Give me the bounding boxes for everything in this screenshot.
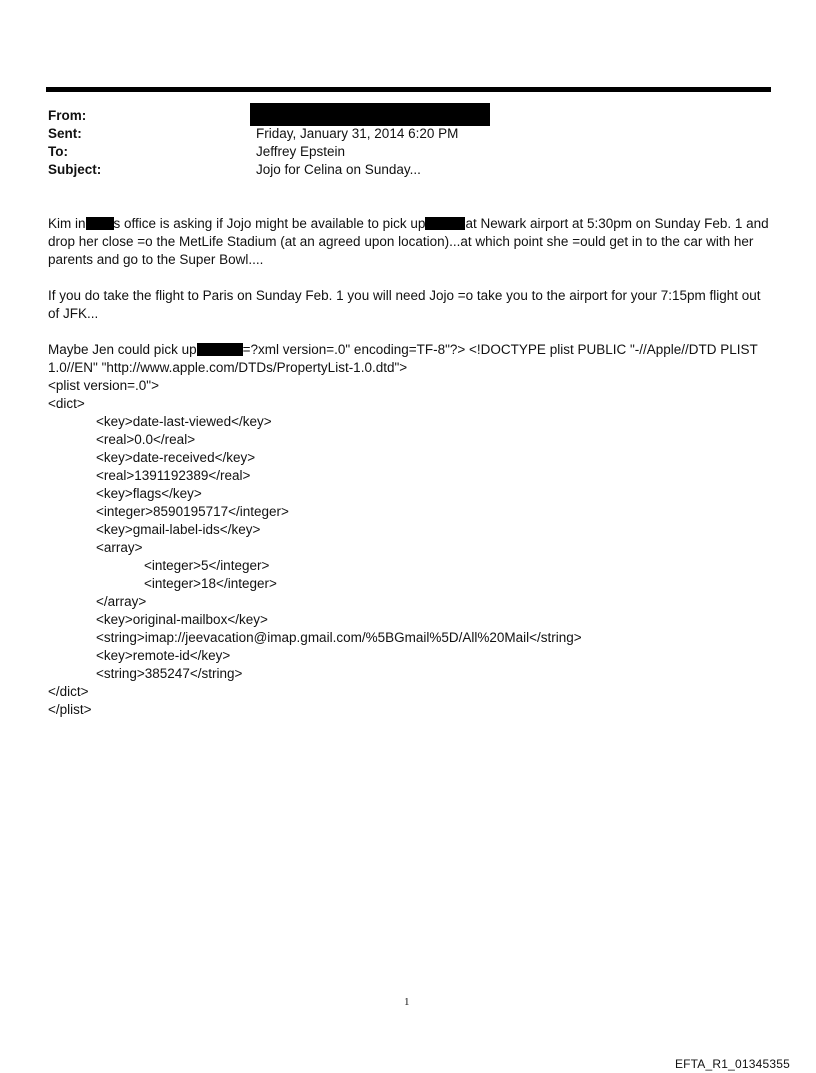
xml-line: </plist>	[48, 702, 92, 717]
xml-line: <key>date-last-viewed</key>	[96, 414, 272, 429]
bates-number: EFTA_R1_01345355	[674, 1057, 790, 1071]
xml-line: <integer>18</integer>	[144, 576, 277, 591]
redaction-3	[197, 343, 243, 356]
sent-value: Friday, January 31, 2014 6:20 PM	[256, 126, 459, 141]
xml-line: <string>385247</string>	[96, 666, 243, 681]
redaction-2	[425, 217, 465, 230]
p1-part-b: s office is asking if Jojo might be available to pick up	[113, 216, 426, 231]
xml-line: <string>imap://jeevacation@imap.gmail.com/%5BGmail%5D/All%20Mail</string>	[96, 630, 582, 645]
xml-line: <integer>5</integer>	[144, 558, 270, 573]
page-number: 1	[404, 996, 410, 1008]
xml-line: <key>flags</key>	[96, 486, 202, 501]
xml-line: <key>date-received</key>	[96, 450, 256, 465]
xml-line: <array>	[96, 540, 143, 555]
top-rule	[46, 87, 771, 92]
xml-line: <plist version=.0">	[48, 378, 159, 393]
xml-line: <real>0.0</real>	[96, 432, 196, 447]
p3-part-a: Maybe Jen could pick up	[48, 342, 197, 357]
xml-line: <key>original-mailbox</key>	[96, 612, 268, 627]
xml-line: <real>1391192389</real>	[96, 468, 251, 483]
p1-part-a: Kim in	[48, 216, 86, 231]
xml-line: <integer>8590195717</integer>	[96, 504, 289, 519]
redaction-from	[250, 103, 490, 126]
redaction-1	[86, 217, 114, 230]
to-label: To:	[48, 144, 68, 159]
xml-line: </array>	[96, 594, 147, 609]
paragraph-2: If you do take the flight to Paris on Sunday Feb. 1 you will need Jojo =o take you to the airport for your 7:15pm flight out of JFK...	[48, 288, 761, 321]
subject-value: Jojo for Celina on Sunday...	[256, 162, 421, 177]
xml-line: <key>remote-id</key>	[96, 648, 231, 663]
xml-line: <dict>	[48, 396, 85, 411]
from-label: From:	[48, 108, 87, 123]
subject-label: Subject:	[48, 162, 102, 177]
p1-part-c: at Newark airport at 5:30pm on Sunday Feb. 1 and drop her close =o the MetLife Stadium (at an agreed upon location)...at which point she =ould get in to the car with her parents and go to the Super Bowl....	[48, 216, 769, 267]
sent-label: Sent:	[48, 126, 82, 141]
p3-part-b: =?xml version=.0" encoding=TF-8"?> <!DOCTYPE plist PUBLIC "-//Apple//DTD PLIST 1.0//EN" "http://www.apple.com/DTDs/PropertyList-1.0.dtd">	[48, 342, 758, 375]
to-value: Jeffrey Epstein	[256, 144, 346, 159]
xml-line: </dict>	[48, 684, 89, 699]
paragraph-1	[48, 215, 773, 269]
xml-line: <key>gmail-label-ids</key>	[96, 522, 261, 537]
paragraph-3	[48, 341, 773, 377]
